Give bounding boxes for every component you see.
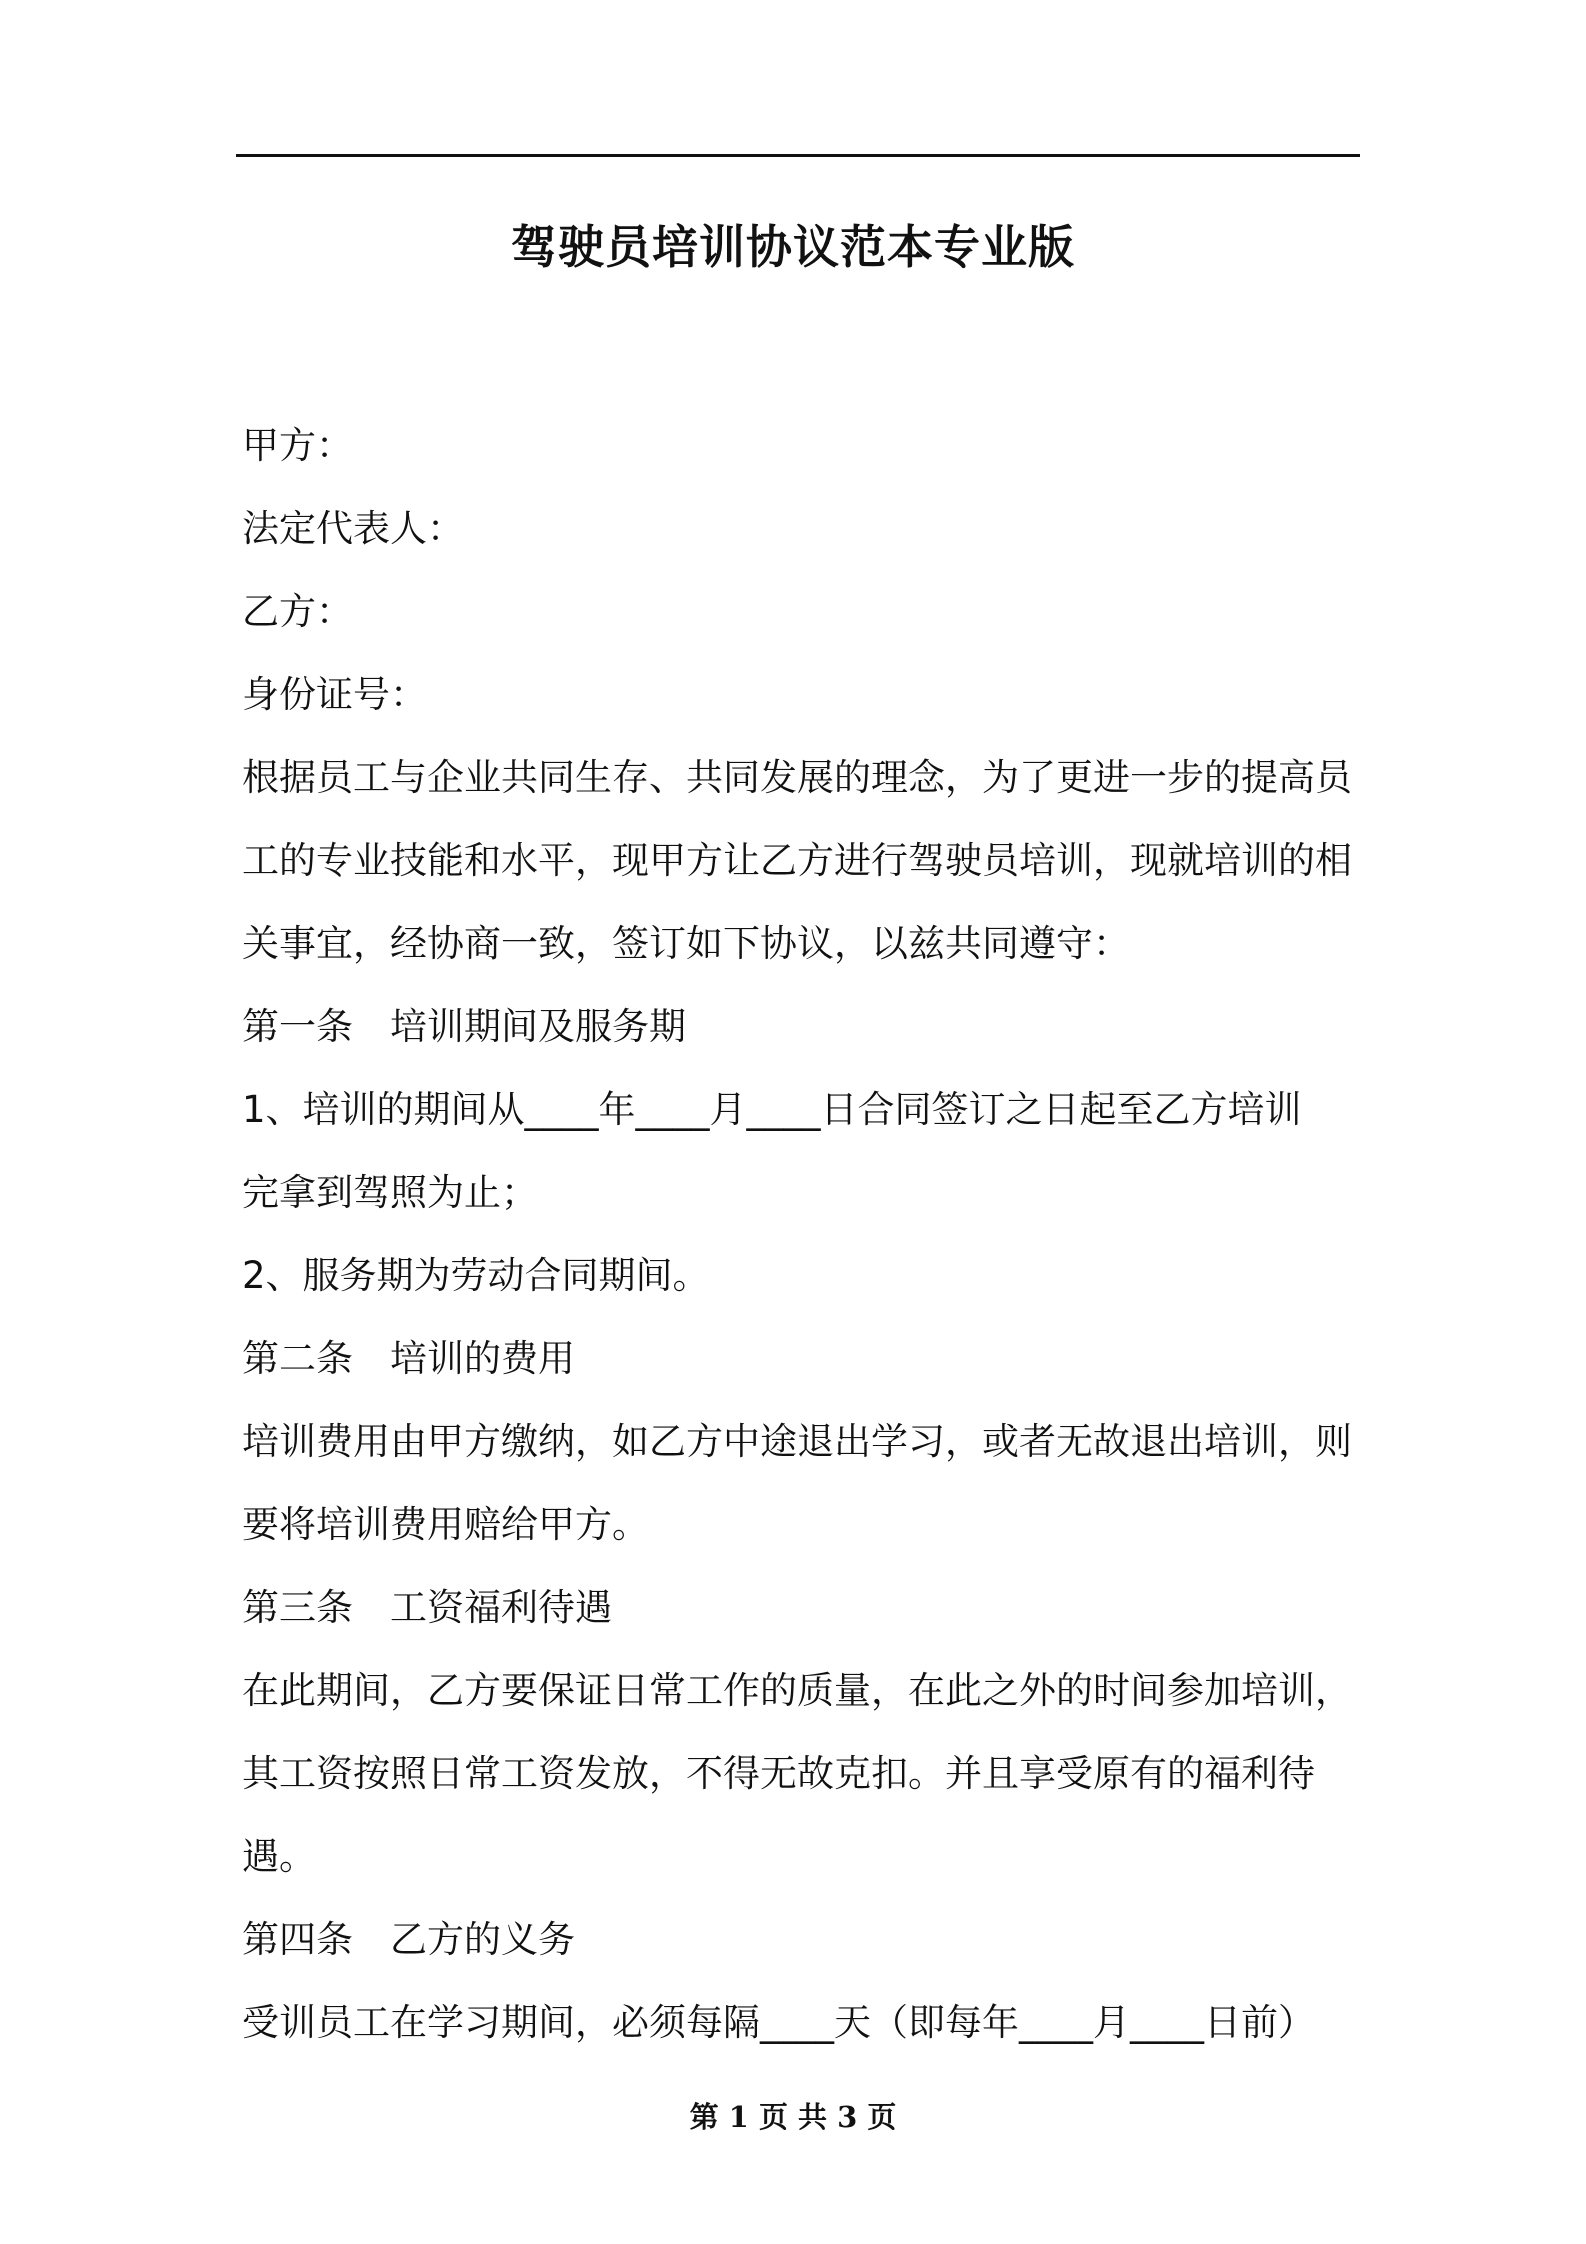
article-3-line-2: 其工资按照日常工资发放，不得无故克扣。并且享受原有的福利待遇。 (242, 1752, 1315, 1878)
article-2-heading: 第二条 培训的费用 (242, 1337, 575, 1380)
intro-line-1: 根据员工与企业共同生存、共同发展的理念，为了更进一步的提高员 (242, 756, 1352, 799)
article-1-item-1-line-1: 1、培训的期间从____年____月____日合同签订之日起至乙方培训 (242, 1088, 1302, 1131)
article-4-line-1: 受训员工在学习期间，必须每隔____天（即每年____月____日前） (242, 2001, 1315, 2044)
document-title: 驾驶员培训协议范本专业版 (511, 220, 1075, 274)
article-1-item-2: 2、服务期为劳动合同期间。 (242, 1254, 710, 1297)
article-1-item-1-line-2: 完拿到驾照为止； (242, 1171, 538, 1214)
article-2-line-2: 要将培训费用赔给甲方。 (242, 1503, 649, 1546)
article-1-heading: 第一条 培训期间及服务期 (242, 1005, 686, 1048)
line-party-b: 乙方： (242, 590, 353, 633)
line-legal-rep: 法定代表人： (242, 507, 464, 550)
intro-line-3: 关事宜，经协商一致，签订如下协议，以兹共同遵守： (242, 922, 1130, 965)
page-footer: 第 1 页 共 3 页 (689, 2100, 897, 2134)
article-2-line-1: 培训费用由甲方缴纳，如乙方中途退出学习，或者无故退出培训，则 (242, 1420, 1352, 1463)
article-3-line-1: 在此期间，乙方要保证日常工作的质量，在此之外的时间参加培训， (242, 1669, 1352, 1712)
line-id-number: 身份证号： (242, 673, 427, 716)
article-4-heading: 第四条 乙方的义务 (242, 1918, 575, 1961)
document-body (242, 404, 1362, 2064)
line-party-a: 甲方： (242, 424, 353, 467)
header-rule (236, 154, 1360, 157)
article-3-heading: 第三条 工资福利待遇 (242, 1586, 612, 1629)
intro-line-2: 工的专业技能和水平，现甲方让乙方进行驾驶员培训，现就培训的相 (242, 839, 1352, 882)
